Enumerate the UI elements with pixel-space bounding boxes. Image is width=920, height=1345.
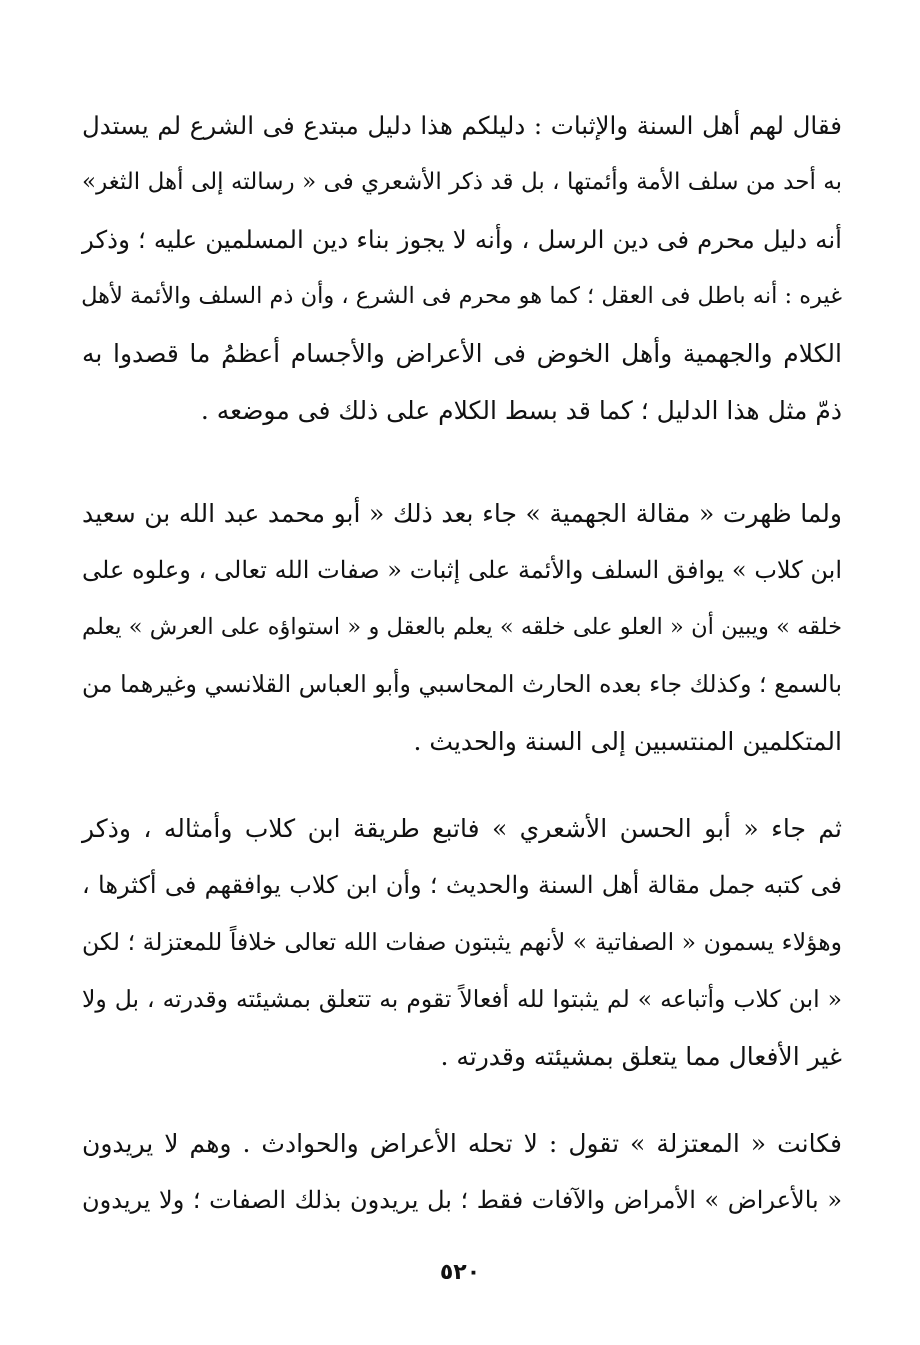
text-line: الكلام والجهمية وأهل الخوض فى الأعراض والأجسام أعظمُ ما قصدوا به — [82, 339, 842, 368]
text-line: فكانت « المعتزلة » تقول : لا تحله الأعراض والحوادث . وهم لا يريدون — [82, 1129, 842, 1158]
paragraph — [82, 97, 842, 439]
text-line: بالسمع ؛ وكذلك جاء بعده الحارث المحاسبي وأبو العباس القلانسي وغيرهما من — [82, 670, 842, 698]
text-line: ولما ظهرت « مقالة الجهمية » جاء بعد ذلك « أبو محمد عبد الله بن سعيد — [82, 499, 842, 528]
text-line: غيره : أنه باطل فى العقل ؛ كما هو محرم فى الشرع ، وأن ذم السلف والأئمة لأهل — [81, 283, 842, 309]
page-number: ٥٢٠ — [439, 1260, 481, 1285]
text-line: وهؤلاء يسمون « الصفاتية » لأنهم يثبتون صفات الله تعالى خلافاً للمعتزلة ؛ لكن — [82, 928, 842, 956]
paragraph — [82, 485, 842, 770]
text-line: خلقه » ويبين أن « العلو على خلقه » يعلم بالعقل و « استواؤه على العرش » يعلم — [82, 614, 842, 640]
paragraph — [82, 1115, 842, 1229]
text-line: به أحد من سلف الأمة وأئمتها ، بل قد ذكر الأشعري فى « رسالته إلى أهل الثغر» — [82, 169, 842, 195]
text-line: « ابن كلاب وأتباعه » لم يثبتوا لله أفعالاً تقوم به تتعلق بمشيئته وقدرته ، بل ولا — [82, 985, 842, 1013]
text-line: فقال لهم أهل السنة والإثبات : دليلكم هذا دليل مبتدع فى الشرع لم يستدل — [82, 111, 842, 140]
text-line: فى كتبه جمل مقالة أهل السنة والحديث ؛ وأن ابن كلاب يوافقهم فى أكثرها ، — [82, 871, 842, 899]
text-line: غير الأفعال مما يتعلق بمشيئته وقدرته . — [440, 1042, 842, 1071]
text-line: المتكلمين المنتسبين إلى السنة والحديث . — [413, 727, 842, 756]
text-line: ثم جاء « أبو الحسن الأشعري » فاتبع طريقة ابن كلاب وأمثاله ، وذكر — [82, 814, 842, 843]
paragraph — [82, 800, 842, 1085]
text-line: « بالأعراض » الأمراض والآفات فقط ؛ بل يريدون بذلك الصفات ؛ ولا يريدون — [82, 1186, 842, 1214]
text-line: ذمّ مثل هذا الدليل ؛ كما قد بسط الكلام على ذلك فى موضعه . — [200, 396, 842, 425]
text-line: أنه دليل محرم فى دين الرسل ، وأنه لا يجوز بناء دين المسلمين عليه ؛ وذكر — [82, 225, 842, 254]
text-line: ابن كلاب » يوافق السلف والأئمة على إثبات « صفات الله تعالى ، وعلوه على — [82, 556, 842, 584]
